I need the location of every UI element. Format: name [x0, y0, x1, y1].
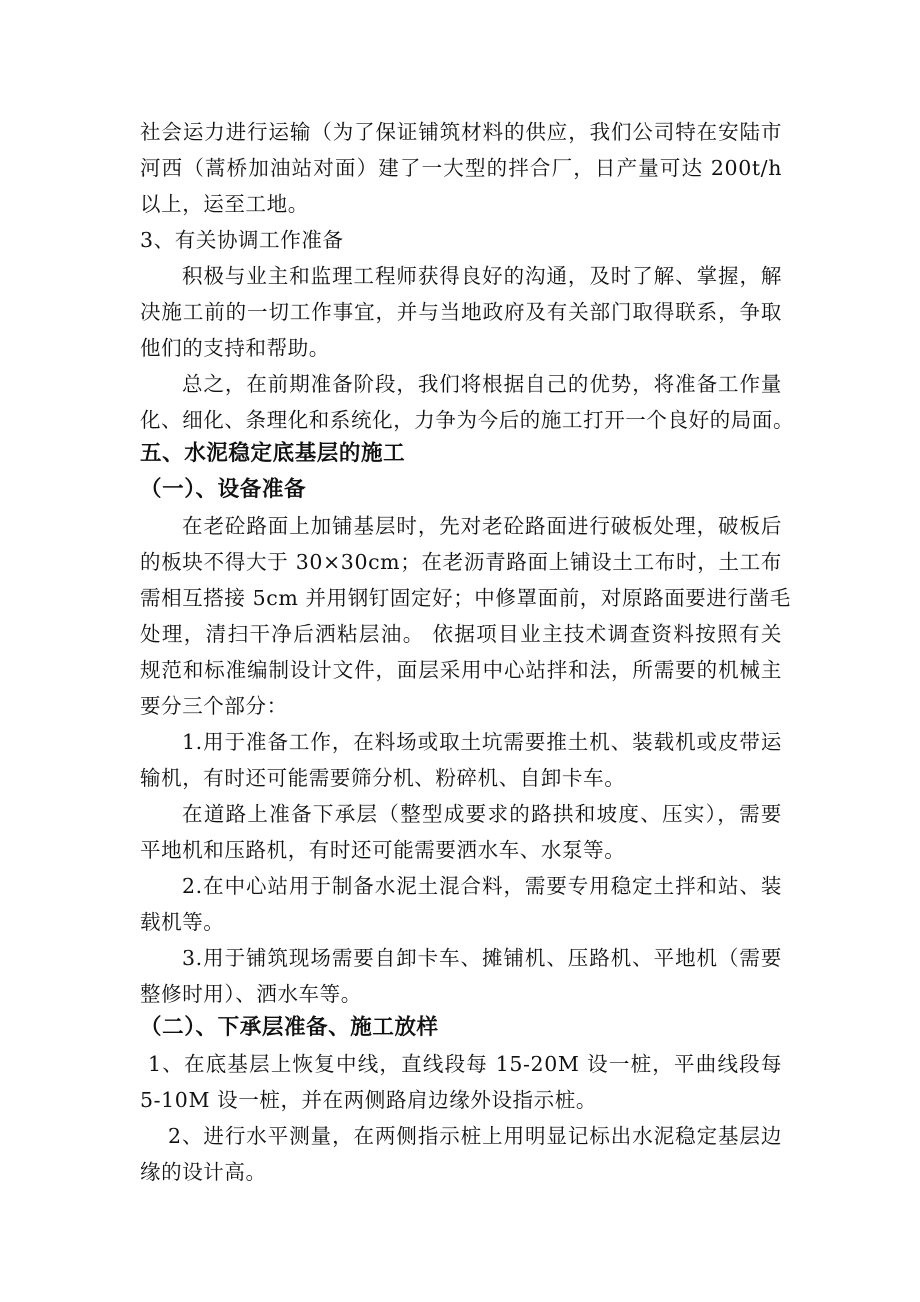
- paragraph-line: 在道路上准备下承层（整型成要求的路拱和坡度、压实），需要: [182, 802, 782, 826]
- paragraph-line: 在老砼路面上加铺基层时，先对老砼路面进行破板处理，破板后: [182, 514, 782, 538]
- section-heading: 五、水泥稳定底基层的施工: [140, 441, 406, 466]
- paragraph-line: 2.在中心站用于制备水泥土混合料，需要专用稳定土拌和站、装: [182, 874, 782, 898]
- paragraph-line: 他们的支持和帮助。: [140, 336, 330, 360]
- paragraph-line: 化、细化、条理化和系统化，力争为今后的施工打开一个良好的局面。: [140, 408, 795, 432]
- subsection-heading: （一）、设备准备: [140, 477, 307, 502]
- paragraph-line: 规范和标准编制设计文件，面层采用中心站拌和法，所需要的机械主: [140, 658, 782, 682]
- paragraph-line: 要分三个部分：: [140, 694, 288, 718]
- paragraph-line: 3.用于铺筑现场需要自卸卡车、摊铺机、压路机、平地机（需要: [182, 946, 782, 970]
- paragraph-line: 社会运力进行运输（为了保证铺筑材料的供应，我们公司特在安陆市: [140, 120, 782, 144]
- paragraph-line: 整修时用）、洒水车等。: [140, 982, 362, 1006]
- paragraph-line: 1、在底基层上恢复中线，直线段每 15-20M 设一桩，平曲线段每: [148, 1052, 782, 1076]
- paragraph-line: 缘的设计高。: [140, 1160, 267, 1184]
- paragraph-line: 的板块不得大于 30×30cm；在老沥青路面上铺设土工布时，土工布: [140, 550, 782, 574]
- paragraph-line: 2、进行水平测量，在两侧指示桩上用明显记标出水泥稳定基层边: [168, 1124, 782, 1148]
- subsection-heading: （二）、下承层准备、施工放样: [140, 1015, 439, 1040]
- paragraph-line: 需相互搭接 5cm 并用钢钉固定好；中修罩面前，对原路面要进行凿毛: [140, 586, 791, 610]
- section-item-title: 3、有关协调工作准备: [140, 228, 344, 252]
- paragraph-line: 以上，运至工地。: [140, 192, 309, 216]
- paragraph-line: 决施工前的一切工作事宜，并与当地政府及有关部门取得联系，争取: [140, 300, 782, 324]
- paragraph-line: 平地机和压路机，有时还可能需要洒水车、水泵等。: [140, 838, 626, 862]
- paragraph-line: 1.用于准备工作，在料场或取土坑需要推土机、装载机或皮带运: [182, 730, 782, 754]
- paragraph-line: 处理，清扫干净后洒粘层油。 依据项目业主技术调查资料按照有关: [140, 622, 782, 646]
- paragraph-line: 载机等。: [140, 910, 225, 934]
- paragraph-line: 输机，有时还可能需要筛分机、粉碎机、自卸卡车。: [140, 766, 626, 790]
- paragraph-line: 总之，在前期准备阶段，我们将根据自己的优势，将准备工作量: [182, 372, 782, 396]
- paragraph-line: 5-10M 设一桩，并在两侧路肩边缘外设指示桩。: [140, 1088, 597, 1112]
- paragraph-line: 河西（蒿桥加油站对面）建了一大型的拌合厂，日产量可达 200t/h: [140, 156, 782, 180]
- paragraph-line: 积极与业主和监理工程师获得良好的沟通，及时了解、掌握，解: [182, 264, 782, 288]
